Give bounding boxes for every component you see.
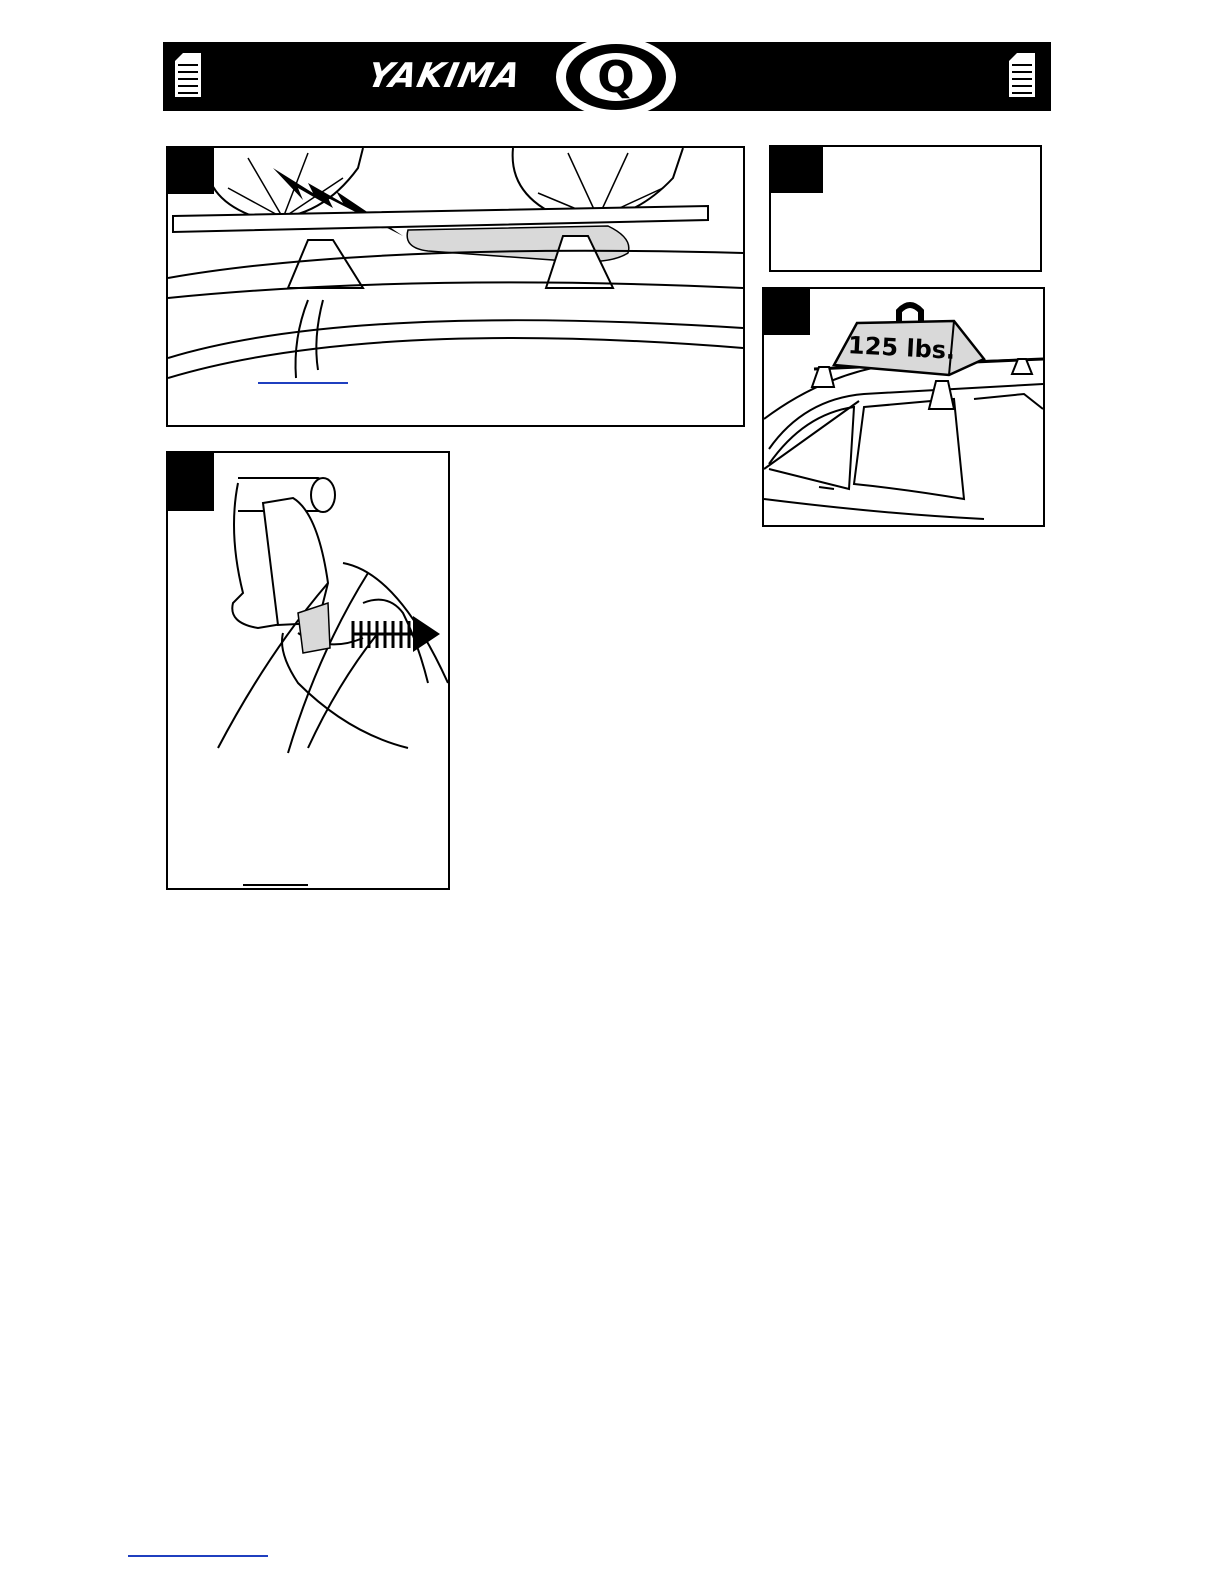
bike-rack-illustration: [168, 148, 743, 425]
footer-link-underline[interactable]: [128, 1555, 268, 1557]
illustration-panel-bikes: [166, 146, 745, 427]
document-lines-icon: [1009, 53, 1035, 97]
document-lines-icon: [175, 53, 201, 97]
q-logo-icon: [548, 40, 688, 115]
illustration-panel-strap: [166, 451, 450, 890]
info-panel: [769, 145, 1042, 272]
brand-logo: YAKIMA: [363, 56, 526, 96]
strap-pull-illustration: [168, 453, 448, 888]
q-logo-letter: Q: [597, 52, 635, 103]
step-number-tag: [168, 453, 214, 511]
header-bar: [163, 42, 1051, 111]
illustration-panel-weight: [762, 287, 1045, 527]
step-number-tag: [168, 148, 214, 194]
document-icon: [173, 51, 203, 99]
weight-label: 125 lbs.: [847, 331, 956, 365]
document-icon: [1007, 51, 1037, 99]
step-number-tag: [771, 147, 823, 193]
step-number-tag: [764, 289, 810, 335]
arrow-right-icon: [353, 616, 440, 652]
